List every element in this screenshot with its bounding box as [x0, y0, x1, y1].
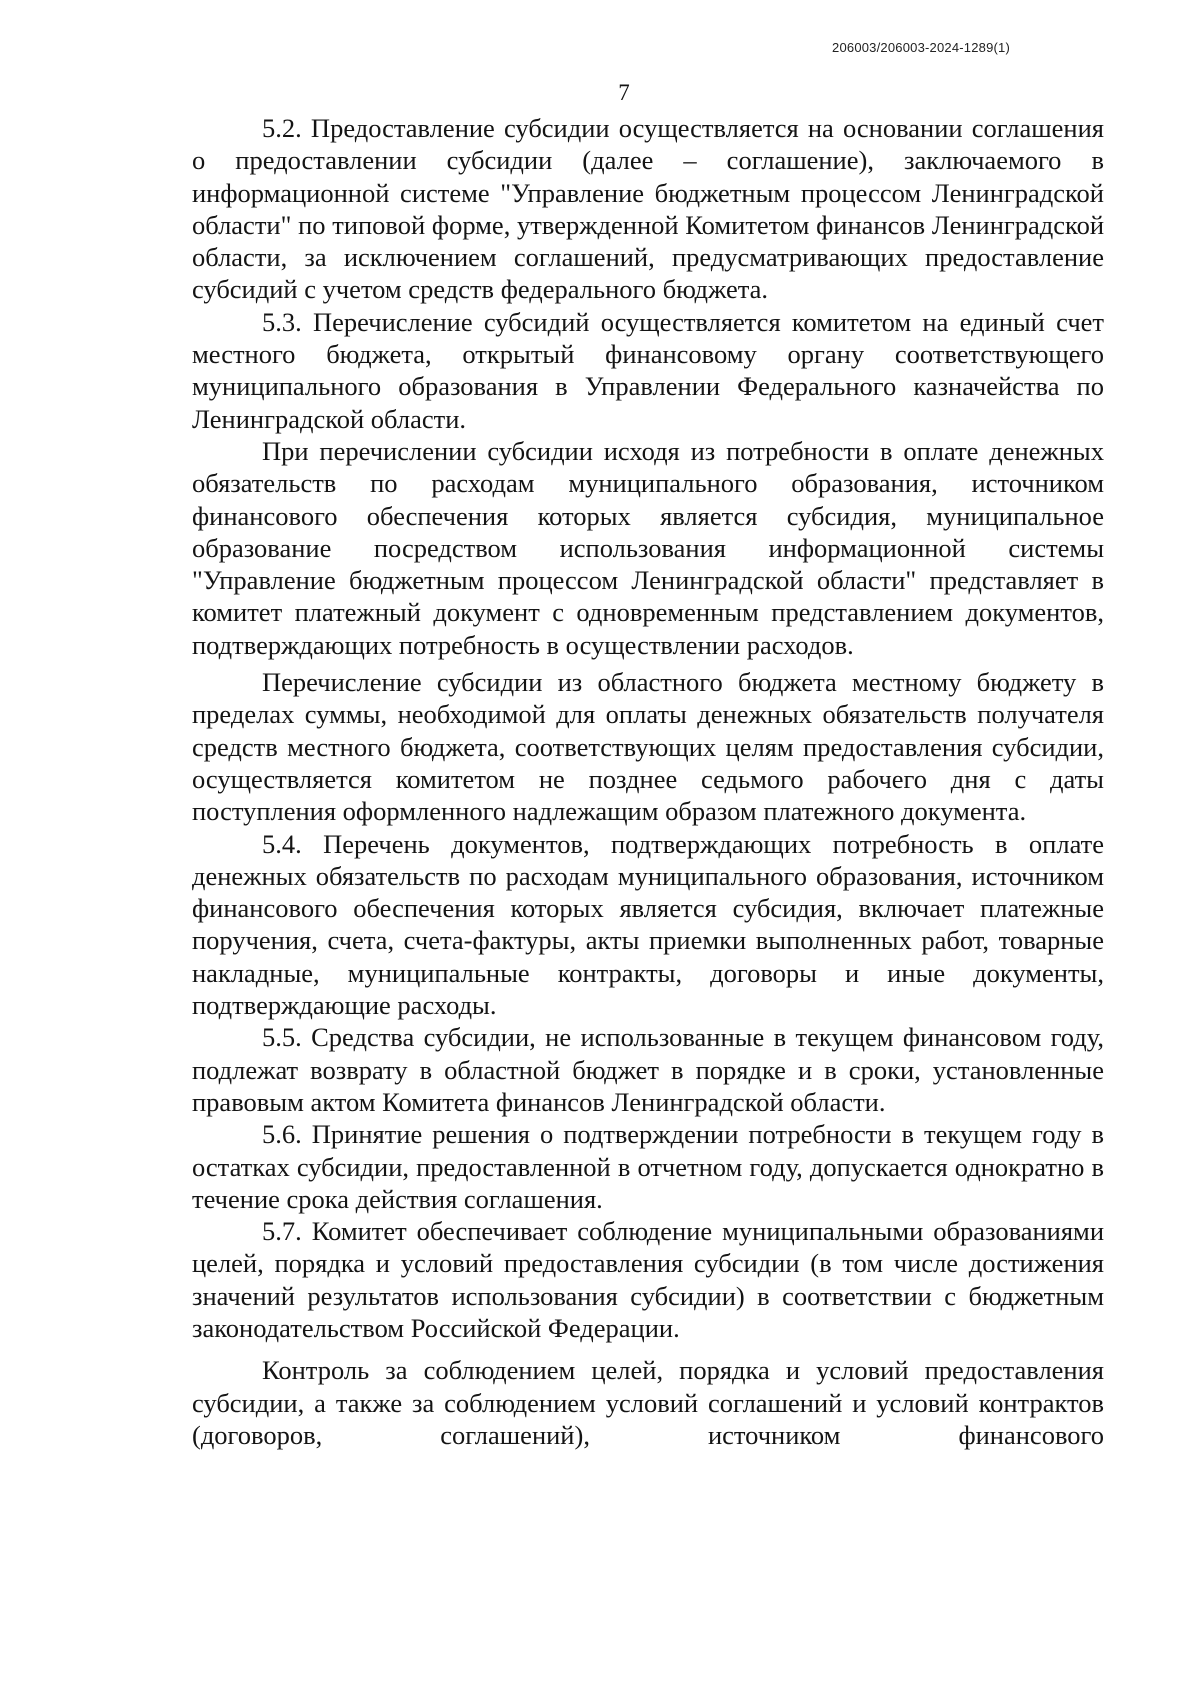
- paragraph-transfer-regional: Перечисление субсидии из областного бюджета местному бюджету в пределах суммы, необходимой для оплаты денежных обязательств получателя средств местного бюджета, соответствующих целям предоставления субсидии, осуществляется комитетом не позднее седьмого рабочего дня с даты поступления оформленного надлежащим образом платежного документа.: [192, 667, 1104, 827]
- document-body: [192, 112, 1104, 1451]
- paragraph-5-7: 5.7. Комитет обеспечивает соблюдение муниципальными образованиями целей, порядка и условий предоставления субсидии (в том числе достижения значений результатов использования субсидии) в соответствии с бюджетным законодательством Российской Федерации.: [192, 1216, 1104, 1343]
- paragraph-5-3: 5.3. Перечисление субсидий осуществляется комитетом на единый счет местного бюджета, открытый финансовому органу соответствующего муниципального образования в Управлении Федерального казначейства по Ленинградской области.: [192, 306, 1104, 434]
- paragraph-5-5: 5.5. Средства субсидии, не использованные в текущем финансовом году, подлежат возврату в областной бюджет в порядке и в сроки, установленные правовым актом Комитета финансов Ленинградской области.: [192, 1022, 1104, 1117]
- document-id: 206003/206003-2024-1289(1): [832, 40, 1010, 55]
- paragraph-transfer-need: При перечислении субсидии исходя из потребности в оплате денежных обязательств по расходам муниципального образования, источником финансового обеспечения которых является субсидия, муниципальное образование посредством использования информационной системы "Управление бюджетным процессом Ленинградской области" представляет в комитет платежный документ с одновременным представлением документов, подтверждающих потребность в осуществлении расходов.: [192, 435, 1104, 660]
- page-number: 7: [618, 80, 630, 105]
- paragraph-control: Контроль за соблюдением целей, порядка и условий предоставления субсидии, а также за соблюдением условий соглашений и условий контрактов (договоров, соглашений), источником финансового: [192, 1355, 1104, 1450]
- paragraph-5-4: 5.4. Перечень документов, подтверждающих потребность в оплате денежных обязательств по расходам муниципального образования, источником финансового обеспечения которых является субсидия, включает платежные поручения, счета, счета-фактуры, акты приемки выполненных работ, товарные накладные, муниципальные контракты, договоры и иные документы, подтверждающие расходы.: [192, 828, 1104, 1021]
- paragraph-5-6: 5.6. Принятие решения о подтверждении потребности в текущем году в остатках субсидии, предоставленной в отчетном году, допускается однократно в течение срока действия соглашения.: [192, 1119, 1104, 1214]
- paragraph-5-2: 5.2. Предоставление субсидии осуществляется на основании соглашения о предоставлении субсидии (далее – соглашение), заключаемого в информационной системе "Управление бюджетным процессом Ленинградской области" по типовой форме, утвержденной Комитетом финансов Ленинградской области, за исключением соглашений, предусматривающих предоставление субсидий с учетом средств федерального бюджета.: [192, 113, 1104, 305]
